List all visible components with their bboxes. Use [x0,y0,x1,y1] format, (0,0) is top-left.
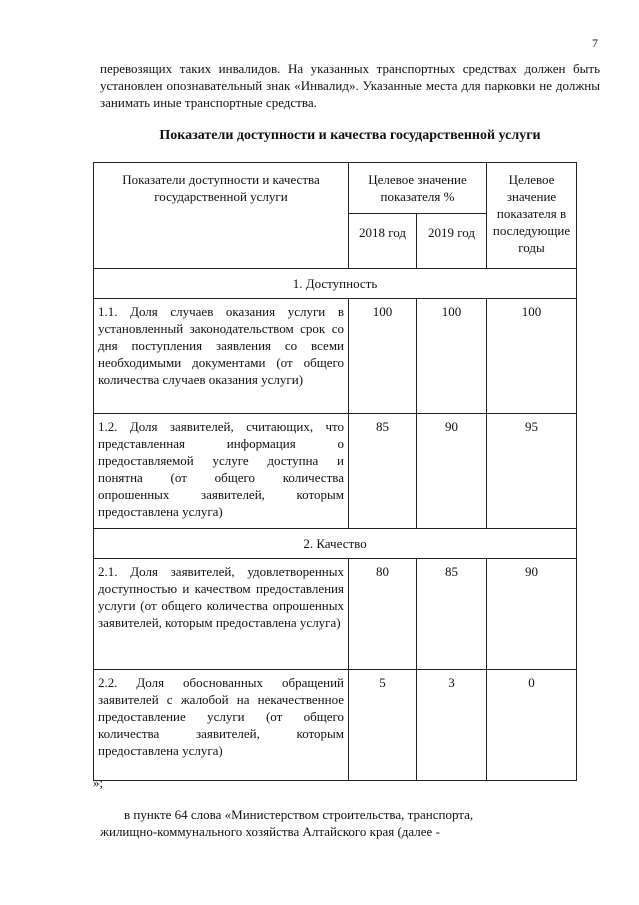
indicator-cell: 1.1. Доля случаев оказания услуги в установленный законодательством срок со дня поступления заявления со всеми необходимыми документами (от общего количества случаев оказания услуги) [94,299,349,414]
value-2019-cell: 90 [417,414,487,529]
indicator-cell: 2.2. Доля обоснованных обращений заявителей с жалобой на некачественное предоставление услуги (от общего количества заявителей, которым предоставлена услуга) [94,670,349,781]
section-title: Показатели доступности и качества государственной услуги [159,128,541,143]
table-row [94,670,577,781]
header-indicator: Показатели доступности и качества государственной услуги [94,163,349,269]
value-future-cell: 100 [487,299,577,414]
table-row [94,414,577,529]
final-paragraph-line: жилищно-коммунального хозяйства Алтайского края (далее - [100,824,440,839]
value-2019-cell: 100 [417,299,487,414]
value-2018-cell: 85 [349,414,417,529]
value-2018-cell: 100 [349,299,417,414]
indicators-table [93,162,577,781]
value-2018-cell: 80 [349,559,417,670]
header-year-2018: 2018 год [349,214,417,269]
intro-paragraph: перевозящих таких инвалидов. На указанных транспортных средствах должен быть установлен опознавательный знак «Инвалид». Указанные места для парковки не должны занимать иные транспортные средства. [100,61,600,110]
final-paragraph-line: в пункте 64 слова «Министерством строительства, транспорта, [124,807,474,822]
section-row [94,269,577,299]
value-future-cell: 0 [487,670,577,781]
final-paragraph [100,806,600,840]
table-header-row [94,163,577,214]
header-future-years: Целевое значение показателя в последующие годы [487,163,577,269]
table-row [94,559,577,670]
value-2019-cell: 85 [417,559,487,670]
closing-quote: »; [93,775,104,790]
value-2019-cell: 3 [417,670,487,781]
header-year-2019: 2019 год [417,214,487,269]
indicator-cell: 2.1. Доля заявителей, удовлетворенных доступностью и качеством предоставления услуги (от общего количества опрошенных заявителей, которым предоставлена услуга) [94,559,349,670]
table-row [94,299,577,414]
value-2018-cell: 5 [349,670,417,781]
section-row [94,529,577,559]
section-title-quality: 2. Качество [94,529,577,559]
header-target-value: Целевое значение показателя % [349,163,487,214]
value-future-cell: 90 [487,559,577,670]
indicator-cell: 1.2. Доля заявителей, считающих, что представленная информация о предоставляемой услуге доступна и понятна (от общего количества опрошенных заявителей, которым предоставлена услуга) [94,414,349,529]
page-number: 7 [592,36,598,50]
value-future-cell: 95 [487,414,577,529]
section-title-accessibility: 1. Доступность [94,269,577,299]
